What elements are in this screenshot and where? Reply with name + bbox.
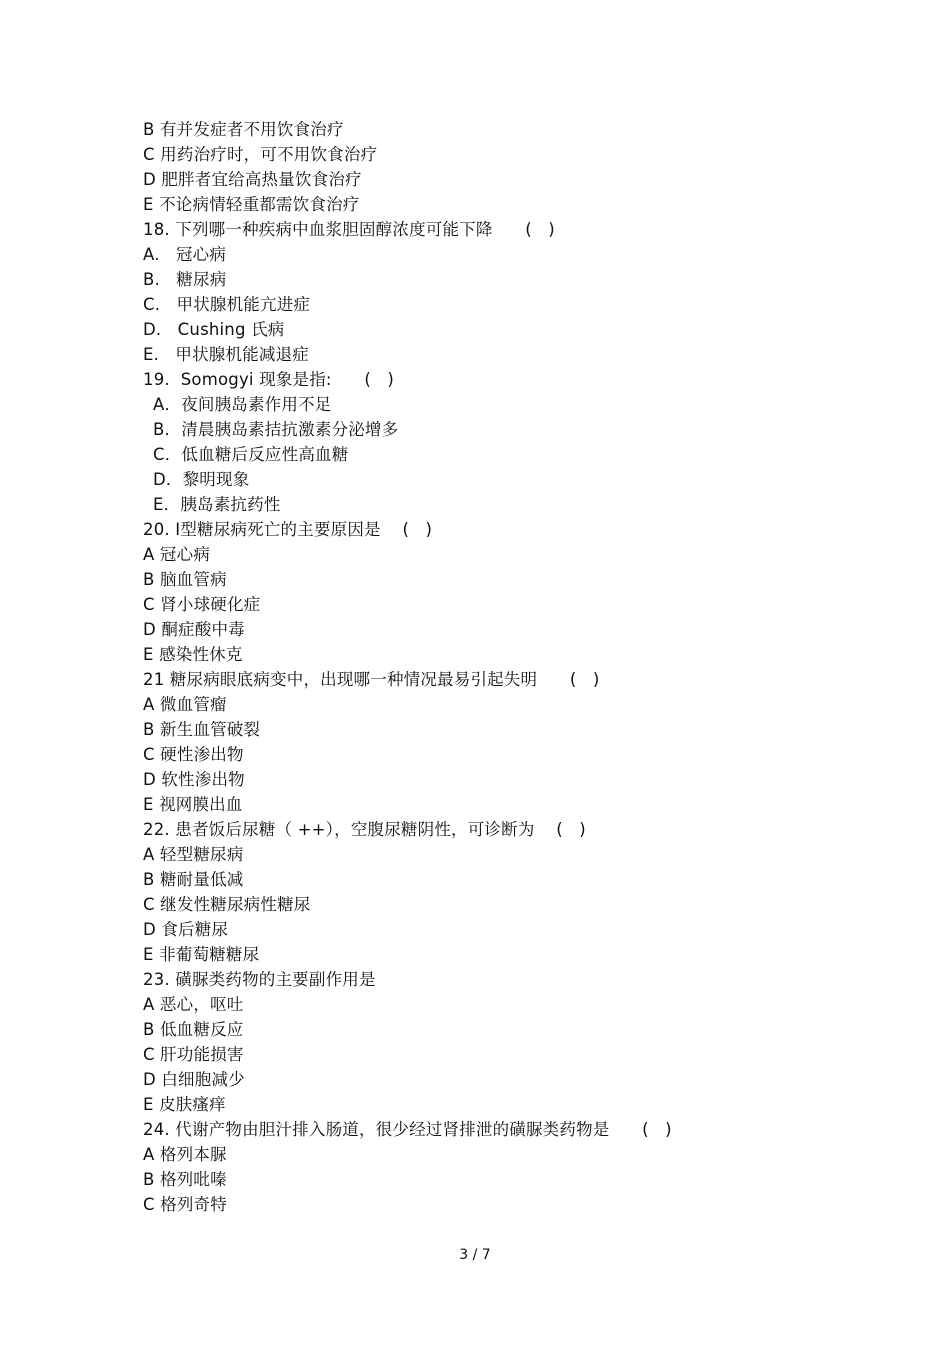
- answer-option: B 低血糖反应: [143, 1020, 244, 1039]
- answer-option: D 软性渗出物: [143, 770, 245, 789]
- answer-option: E 不论病情轻重都需饮食治疗: [143, 195, 360, 214]
- page-number: 3 / 7: [459, 1247, 491, 1263]
- question-text: 20. Ⅰ型糖尿病死亡的主要原因是 ( ): [143, 520, 433, 539]
- question-text: 19. Somogyi 现象是指: ( ): [143, 370, 394, 389]
- answer-option: D 酮症酸中毒: [143, 620, 245, 639]
- answer-option: C 肾小球硬化症: [143, 595, 261, 614]
- question-text: 22. 患者饭后尿糖（ ++），空腹尿糖阴性，可诊断为 ( ): [143, 820, 586, 839]
- answer-option: E. 甲状腺机能减退症: [143, 345, 310, 364]
- answer-option: B 格列吡嗪: [143, 1170, 227, 1189]
- answer-option: D．黎明现象: [153, 470, 250, 489]
- answer-option: E 感染性休克: [143, 645, 243, 664]
- answer-option: A 格列本脲: [143, 1145, 227, 1164]
- answer-option: B 糖耐量低减: [143, 870, 244, 889]
- answer-option: A 冠心病: [143, 545, 211, 564]
- answer-option: B 有并发症者不用饮食治疗: [143, 120, 344, 139]
- question-text: 24. 代谢产物由胆汁排入肠道，很少经过肾排泄的磺脲类药物是 ( ): [143, 1120, 672, 1139]
- answer-option: E 视网膜出血: [143, 795, 243, 814]
- answer-option: A 恶心，呕吐: [143, 995, 244, 1014]
- answer-option: A 轻型糖尿病: [143, 845, 244, 864]
- answer-option: A. 冠心病: [143, 245, 227, 264]
- answer-option: E 非葡萄糖糖尿: [143, 945, 260, 964]
- answer-option: A．夜间胰岛素作用不足: [153, 395, 332, 414]
- question-text: 23. 磺脲类药物的主要副作用是: [143, 970, 376, 989]
- question-list: [143, 117, 863, 1217]
- answer-option: C 格列奇特: [143, 1195, 227, 1214]
- answer-option: D. Cushing 氏病: [143, 320, 285, 339]
- answer-option: C 用药治疗时，可不用饮食治疗: [143, 145, 378, 164]
- answer-option: C．低血糖后反应性高血糖: [153, 445, 349, 464]
- answer-option: E．胰岛素抗药性: [153, 495, 281, 514]
- answer-option: D 肥胖者宜给高热量饮食治疗: [143, 170, 362, 189]
- answer-option: D 白细胞减少: [143, 1070, 245, 1089]
- answer-option: C 继发性糖尿病性糖尿: [143, 895, 311, 914]
- answer-option: D 食后糖尿: [143, 920, 229, 939]
- answer-option: C. 甲状腺机能亢进症: [143, 295, 311, 314]
- question-text: 18. 下列哪一种疾病中血浆胆固醇浓度可能下降 ( ): [143, 220, 555, 239]
- answer-option: C 硬性渗出物: [143, 745, 244, 764]
- answer-option: B. 糖尿病: [143, 270, 227, 289]
- answer-option: B 脑血管病: [143, 570, 227, 589]
- question-text: 21 糖尿病眼底病变中，出现哪一种情况最易引起失明 ( ): [143, 670, 600, 689]
- answer-option: B 新生血管破裂: [143, 720, 261, 739]
- answer-option: B．清晨胰岛素拮抗激素分泌增多: [153, 420, 399, 439]
- answer-option: C 肝功能损害: [143, 1045, 244, 1064]
- answer-option: E 皮肤瘙痒: [143, 1095, 226, 1114]
- answer-option: A 微血管瘤: [143, 695, 227, 714]
